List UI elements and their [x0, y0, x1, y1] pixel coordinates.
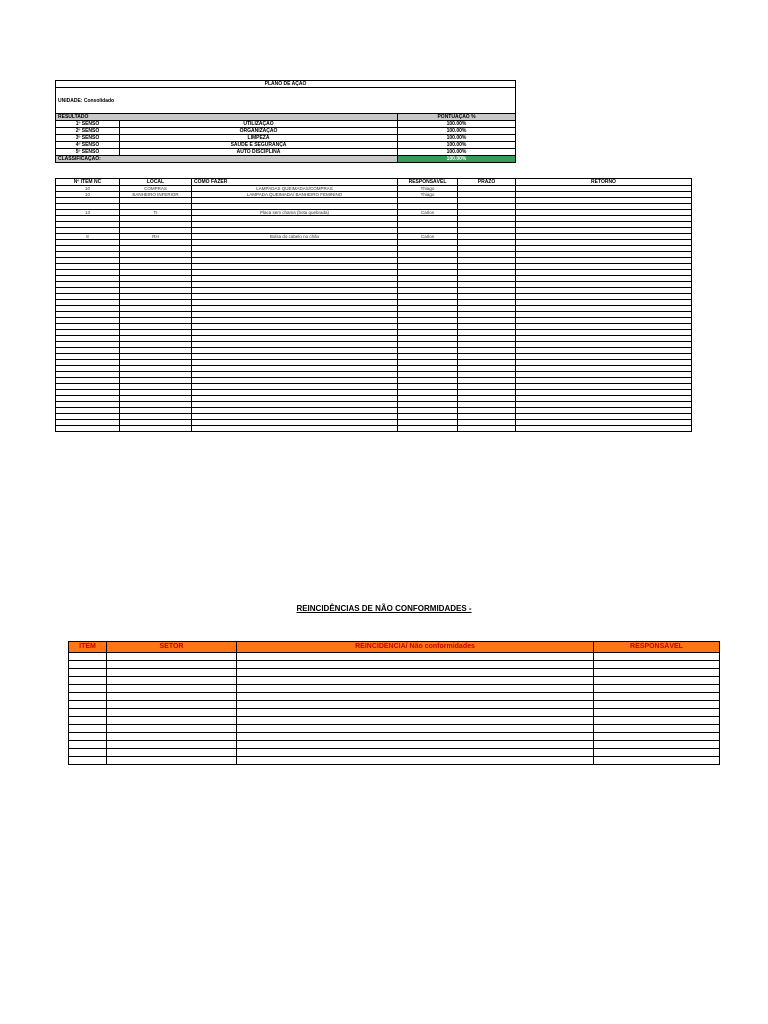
- reinc-header-item: ITEM: [69, 642, 107, 653]
- classification-row: [56, 156, 516, 163]
- reincidence-cell: [594, 661, 720, 669]
- reincidence-cell: [107, 757, 237, 765]
- reincidence-row: [69, 653, 720, 661]
- reincidence-cell: [69, 669, 107, 677]
- reincidence-cell: [107, 693, 237, 701]
- reincidence-cell: [237, 749, 594, 757]
- reincidence-row: [69, 693, 720, 701]
- reincidences-table: [68, 641, 720, 765]
- reincidence-cell: [107, 669, 237, 677]
- reincidence-cell: [107, 741, 237, 749]
- senso-name: UTILIZAÇÃO: [120, 121, 398, 128]
- reincidences-title: REINCIDÊNCIAS DE NÃO CONFORMIDADES -: [296, 604, 472, 613]
- plan-cell: 10: [56, 192, 120, 198]
- plan-cell: [516, 426, 692, 432]
- plan-cell: COMPRAS: [120, 186, 192, 192]
- senso-score: 100.00%: [398, 135, 516, 142]
- score-label: PONTUAÇÃO %: [398, 114, 516, 121]
- plan-header-row: [56, 179, 692, 186]
- plan-header-how: COMO FAZER: [192, 179, 398, 186]
- plan-cell: Carlos: [398, 234, 458, 240]
- plan-cell: [56, 426, 120, 432]
- plan-cell: RH: [120, 234, 192, 240]
- senso-score: 100.00%: [398, 128, 516, 135]
- plan-cell: LAMPADAS QUEIMADAS/COMPRAS: [192, 186, 398, 192]
- reincidences-header-row: [69, 642, 720, 653]
- plan-cell: Bolsa do cabelo no chão: [192, 234, 398, 240]
- reincidence-cell: [237, 709, 594, 717]
- plan-cell: 8: [56, 234, 120, 240]
- plan-cell: [192, 426, 398, 432]
- reincidence-cell: [594, 733, 720, 741]
- reincidence-cell: [594, 725, 720, 733]
- classification-label: CLASSIFICAÇÃO:: [56, 156, 398, 163]
- senso-name: ORGANIZAÇÃO: [120, 128, 398, 135]
- senso-row: [56, 128, 516, 135]
- reincidence-cell: [594, 717, 720, 725]
- plan-cell: [458, 426, 516, 432]
- reincidence-cell: [237, 677, 594, 685]
- reincidence-cell: [107, 661, 237, 669]
- plan-cell: 10: [56, 186, 120, 192]
- plan-header-item: Nº ITEM NC: [56, 179, 120, 186]
- reincidence-cell: [594, 693, 720, 701]
- senso-label: 2º SENSO: [56, 128, 120, 135]
- senso-label: 4º SENSO: [56, 142, 120, 149]
- reincidence-cell: [107, 677, 237, 685]
- reincidence-cell: [594, 701, 720, 709]
- reincidence-cell: [107, 749, 237, 757]
- reincidence-cell: [69, 677, 107, 685]
- plan-title: PLANO DE AÇÃO: [56, 81, 516, 88]
- senso-score: 100.00%: [398, 149, 516, 156]
- reincidence-cell: [237, 669, 594, 677]
- reincidence-cell: [107, 733, 237, 741]
- reincidence-cell: [594, 677, 720, 685]
- reincidence-row: [69, 677, 720, 685]
- plan-cell: Carlos: [398, 210, 458, 216]
- reincidence-cell: [237, 725, 594, 733]
- senso-row: [56, 142, 516, 149]
- senso-name: LIMPEZA: [120, 135, 398, 142]
- reincidence-cell: [69, 709, 107, 717]
- reincidence-cell: [107, 653, 237, 661]
- reincidence-cell: [237, 741, 594, 749]
- reinc-header-reincidence: REINCIDENCIA/ Não conformidades: [237, 642, 594, 653]
- plan-cell: Thiago: [398, 186, 458, 192]
- senso-name: AUTO DISCIPLINA: [120, 149, 398, 156]
- reincidence-cell: [237, 757, 594, 765]
- reincidence-row: [69, 685, 720, 693]
- plan-cell: [398, 426, 458, 432]
- reincidence-row: [69, 749, 720, 757]
- summary-table: [55, 80, 516, 163]
- plan-header-return: RETORNO: [516, 179, 692, 186]
- result-header-row: [56, 114, 516, 121]
- reincidence-cell: [594, 749, 720, 757]
- reincidence-row: [69, 669, 720, 677]
- reincidence-cell: [237, 693, 594, 701]
- reincidence-cell: [237, 661, 594, 669]
- reincidence-cell: [69, 693, 107, 701]
- reincidence-row: [69, 757, 720, 765]
- plan-cell: Thiago: [398, 192, 458, 198]
- action-plan-table: [55, 178, 692, 432]
- plan-cell: TI: [120, 210, 192, 216]
- reincidence-cell: [107, 717, 237, 725]
- senso-row: [56, 149, 516, 156]
- result-label: RESULTADO: [56, 114, 398, 121]
- reincidence-row: [69, 709, 720, 717]
- reincidence-cell: [69, 701, 107, 709]
- reincidence-row: [69, 725, 720, 733]
- reincidence-cell: [69, 757, 107, 765]
- reincidence-row: [69, 733, 720, 741]
- reincidence-cell: [69, 725, 107, 733]
- reincidence-cell: [107, 685, 237, 693]
- reincidence-cell: [594, 741, 720, 749]
- plan-row: [56, 426, 692, 432]
- plan-header-local: LOCAL: [120, 179, 192, 186]
- classification-score: 100.00%: [398, 156, 516, 163]
- reincidence-cell: [69, 749, 107, 757]
- senso-row: [56, 121, 516, 128]
- senso-label: 3º SENSO: [56, 135, 120, 142]
- reincidence-cell: [69, 741, 107, 749]
- plan-cell: Placa sem chama (bota quebrada): [192, 210, 398, 216]
- reincidence-cell: [594, 669, 720, 677]
- unit-label: UNIDADE: Consolidado: [56, 88, 516, 114]
- senso-score: 100.00%: [398, 121, 516, 128]
- reincidence-cell: [237, 653, 594, 661]
- reincidence-cell: [237, 717, 594, 725]
- reincidence-cell: [594, 653, 720, 661]
- plan-header-deadline: PRAZO: [458, 179, 516, 186]
- plan-cell: [120, 426, 192, 432]
- plan-cell: LAMPADA QUEIMADA/ BANHEIRO FEMININO: [192, 192, 398, 198]
- senso-row: [56, 135, 516, 142]
- senso-score: 100.00%: [398, 142, 516, 149]
- senso-label: 1º SENSO: [56, 121, 120, 128]
- plan-header-responsible: RESPONSÁVEL: [398, 179, 458, 186]
- reincidence-cell: [237, 685, 594, 693]
- reincidence-row: [69, 717, 720, 725]
- plan-cell: 13: [56, 210, 120, 216]
- reincidence-cell: [107, 701, 237, 709]
- reincidence-row: [69, 661, 720, 669]
- reinc-header-sector: SETOR: [107, 642, 237, 653]
- senso-label: 5º SENSO: [56, 149, 120, 156]
- reincidence-cell: [69, 685, 107, 693]
- senso-name: SAÚDE E SEGURANÇA: [120, 142, 398, 149]
- reincidence-cell: [107, 709, 237, 717]
- reincidence-cell: [69, 717, 107, 725]
- reincidence-cell: [69, 653, 107, 661]
- reincidence-cell: [237, 733, 594, 741]
- plan-cell: BANHEIRO INFERIOR: [120, 192, 192, 198]
- reincidence-cell: [69, 661, 107, 669]
- reincidence-cell: [237, 701, 594, 709]
- reincidence-cell: [594, 709, 720, 717]
- reincidence-cell: [594, 757, 720, 765]
- reinc-header-responsible: RESPONSÁVEL: [594, 642, 720, 653]
- reincidence-row: [69, 701, 720, 709]
- reincidence-row: [69, 741, 720, 749]
- reincidence-cell: [107, 725, 237, 733]
- reincidence-cell: [69, 733, 107, 741]
- reincidence-cell: [594, 685, 720, 693]
